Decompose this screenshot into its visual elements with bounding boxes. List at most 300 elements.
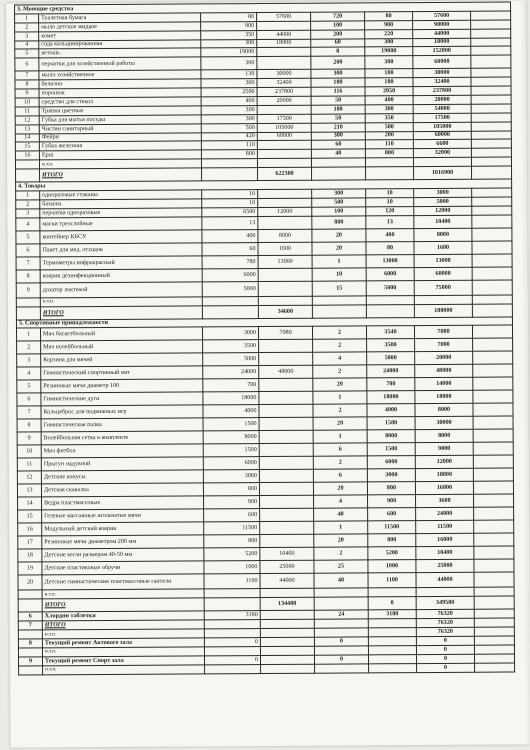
- total-sum: 30000: [415, 417, 473, 430]
- item-name: и.т.п.: [43, 665, 205, 675]
- blank-cell: [472, 228, 512, 241]
- section-planned-total: 134480: [260, 598, 314, 611]
- section-title: 5. Спортивные принадлежности: [16, 317, 512, 329]
- item-name: перчатки одноразовые: [40, 208, 202, 218]
- planned-sum: [260, 628, 314, 637]
- price: 1000: [368, 560, 416, 573]
- item-name: Корзина для мячей: [41, 353, 203, 367]
- blank-cell: [473, 377, 513, 390]
- blank-cell: [471, 122, 511, 131]
- total-sum: 25000: [416, 560, 474, 573]
- item-name: комет: [39, 31, 201, 41]
- row-number: 15: [18, 510, 42, 523]
- row-number: 16: [15, 151, 39, 160]
- blank-cell: [474, 654, 514, 663]
- quantity: 500: [312, 198, 366, 207]
- total-sum: 16000: [416, 534, 474, 547]
- total-sum: 44000: [416, 573, 474, 588]
- item-name: сода кальцинированная: [39, 39, 201, 49]
- row-number: [18, 648, 42, 657]
- total-sum: 18000: [415, 469, 473, 482]
- blank-cell: [473, 429, 513, 442]
- blank-cell: [472, 267, 512, 280]
- planned-sum: 18000: [257, 39, 311, 48]
- blank-cell: [474, 596, 514, 609]
- blank-cell: [473, 416, 513, 429]
- planned-sum: [259, 444, 313, 457]
- row-number: 6: [17, 393, 41, 406]
- total-sum: 7000: [415, 339, 473, 352]
- unit-price: 500: [201, 123, 257, 132]
- blank-cell: [471, 77, 511, 86]
- total-sum: 20000: [415, 352, 473, 365]
- planned-sum: [259, 392, 313, 405]
- blank-cell: [474, 636, 514, 645]
- section-total-label: ИТОГО: [40, 168, 202, 182]
- total-sum: 30000: [413, 69, 471, 78]
- blank-cell: [471, 20, 511, 29]
- blank-cell: [473, 364, 513, 377]
- unit-price: 60: [202, 242, 258, 255]
- planned-sum: 13000: [258, 255, 312, 268]
- row-number: [18, 630, 42, 639]
- price: 5000: [366, 280, 414, 295]
- blank-cell: [471, 104, 511, 113]
- blank-cell: [16, 169, 40, 182]
- unit-price: 0: [204, 655, 260, 664]
- blank-cell: [474, 507, 514, 520]
- total-sum: 8000: [415, 404, 473, 417]
- price: 10: [366, 198, 414, 207]
- item-name: Гелевые массажные игольчатые мячи: [42, 509, 204, 523]
- row-number: 15: [15, 142, 39, 151]
- total-sum: 3600: [416, 495, 474, 508]
- quantity: [314, 628, 368, 637]
- price: 900: [368, 495, 416, 508]
- blank-cell: [18, 599, 42, 612]
- blank-cell: [202, 305, 258, 318]
- item-name: Мяч баскетбольный: [40, 327, 202, 341]
- planned-sum: 44000: [260, 574, 314, 589]
- planned-sum: 12000: [258, 207, 312, 216]
- planned-sum: 32400: [257, 78, 311, 87]
- quantity: 24: [314, 610, 368, 619]
- blank-cell: [204, 598, 260, 611]
- unit-price: 780: [202, 255, 258, 268]
- section-total-label: ИТОГО: [42, 598, 204, 612]
- planned-sum: [257, 48, 311, 57]
- item-name: бахилы: [40, 199, 202, 209]
- blank-cell: [473, 468, 513, 481]
- quantity: [314, 646, 368, 655]
- row-number: 4: [15, 40, 39, 49]
- quantity: 1: [313, 430, 367, 443]
- price: [368, 619, 416, 628]
- unit-price: 6000: [202, 268, 258, 281]
- blank-cell: [473, 481, 513, 494]
- item-name: Волейбольная сетка в комплекте: [41, 431, 203, 445]
- etc-label: и.т.п.: [42, 589, 204, 599]
- price: [368, 646, 416, 655]
- total-sum: 54000: [413, 104, 471, 113]
- price: 900: [365, 20, 413, 29]
- unit-price: 10: [202, 198, 258, 207]
- row-number: 14: [18, 497, 42, 510]
- total-sum: 9000: [415, 443, 473, 456]
- planned-sum: [260, 611, 314, 620]
- quantity: 2: [313, 365, 367, 378]
- price: [369, 663, 417, 672]
- blank-cell: [474, 533, 514, 546]
- quantity: 4: [313, 352, 367, 365]
- unit-price: 1500: [203, 444, 259, 457]
- item-name: коврик дезинфекционный: [40, 269, 202, 283]
- quantity: 25: [314, 560, 368, 573]
- unit-price: 350: [201, 30, 257, 39]
- blank-cell: [258, 296, 312, 305]
- price: 120: [366, 206, 414, 215]
- unit-price: 10: [202, 190, 258, 199]
- blank-cell: [471, 131, 511, 140]
- unit-price: [204, 620, 260, 629]
- item-name: Детские пластиковые обручи: [42, 561, 204, 575]
- row-number: 12: [15, 116, 39, 125]
- item-name: и.т.п.: [42, 629, 204, 639]
- unit-price: 400: [201, 97, 257, 106]
- quantity: 0: [314, 637, 368, 646]
- planned-sum: [258, 189, 312, 198]
- row-number: 7: [16, 257, 40, 270]
- blank-cell: [472, 166, 512, 179]
- blank-cell: [472, 197, 512, 206]
- blank-cell: [474, 587, 514, 596]
- planned-sum: [258, 268, 312, 281]
- unit-price: 19000: [201, 48, 257, 57]
- blank-cell: [474, 645, 514, 654]
- blank-cell: [314, 597, 368, 610]
- unit-price: 4000: [203, 405, 259, 418]
- blank-cell: [474, 627, 514, 636]
- unit-price: 800: [204, 535, 260, 548]
- price: 6000: [367, 456, 415, 469]
- blank-cell: [472, 241, 512, 254]
- section-price-total: [366, 304, 414, 317]
- unit-price: 2500: [201, 88, 257, 97]
- blank-cell: [413, 157, 471, 166]
- blank-cell: [365, 158, 413, 167]
- blank-cell: [15, 160, 39, 169]
- total-sum: 44000: [413, 29, 471, 38]
- blank-cell: [474, 559, 514, 572]
- quantity: 20: [313, 417, 367, 430]
- price: 80: [366, 241, 414, 254]
- unit-price: 900: [201, 21, 257, 30]
- etc-label: и.т.п.: [39, 159, 201, 169]
- planned-sum: [260, 655, 314, 664]
- unit-price: 300: [201, 39, 257, 48]
- total-sum: 76320: [416, 610, 474, 619]
- unit-price: [205, 664, 261, 673]
- quantity: 20: [314, 534, 368, 547]
- blank-cell: [257, 158, 311, 167]
- unit-price: 13: [202, 216, 258, 229]
- unit-price: 6000: [203, 457, 259, 470]
- planned-sum: [260, 496, 314, 509]
- row-number: 2: [16, 200, 40, 209]
- total-sum: 152000: [413, 47, 471, 56]
- blank-cell: [260, 589, 314, 598]
- quantity: 10: [312, 268, 366, 281]
- price: 800: [368, 534, 416, 547]
- row-number: 1: [16, 191, 40, 200]
- blank-cell: [471, 113, 511, 122]
- unit-price: 700: [203, 379, 259, 392]
- blank-cell: [472, 325, 512, 338]
- planned-sum: [258, 198, 312, 207]
- total-sum: 76320: [416, 619, 474, 628]
- section-title: 4. Товары: [16, 179, 512, 191]
- planned-sum: 30000: [257, 70, 311, 79]
- total-sum: 0: [417, 663, 475, 672]
- quantity: 210: [311, 123, 365, 132]
- item-name: Гимнастический спортивный мат: [41, 366, 203, 380]
- row-number: 6: [16, 244, 40, 257]
- blank-cell: [366, 295, 414, 304]
- quantity: [314, 619, 368, 628]
- item-name: Губка для мытья посуды: [39, 115, 201, 125]
- section-grand-total: 188000: [414, 304, 472, 317]
- section-grand-total: 1016900: [414, 166, 472, 179]
- section-planned-total: 34600: [258, 305, 312, 318]
- quantity: 20: [313, 482, 367, 495]
- item-name: ветошь: [39, 48, 201, 58]
- planned-sum: 105000: [257, 123, 311, 132]
- price: 4000: [367, 404, 415, 417]
- item-name: белизна: [39, 79, 201, 89]
- planned-sum: 7080: [258, 327, 312, 340]
- blank-cell: [473, 442, 513, 455]
- planned-sum: [259, 405, 313, 418]
- blank-cell: [471, 38, 511, 47]
- row-number: 10: [15, 98, 39, 107]
- blank-cell: [474, 609, 514, 618]
- unit-price: 420: [201, 132, 257, 141]
- blank-cell: [474, 520, 514, 533]
- quantity: 720: [311, 12, 365, 21]
- planned-sum: 8000: [258, 229, 312, 242]
- row-number: 13: [17, 484, 41, 497]
- item-name: средство для стекол: [39, 97, 201, 107]
- row-number: 4: [16, 218, 40, 231]
- item-name: Детские конусы: [41, 470, 203, 484]
- quantity: 2: [313, 456, 367, 469]
- page-edge-shadow: [520, 0, 530, 744]
- quantity: 50: [311, 96, 365, 105]
- unit-price: 3000: [203, 470, 259, 483]
- blank-cell: [368, 588, 416, 597]
- price: 8000: [367, 430, 415, 443]
- item-name: ИТОГО: [42, 620, 204, 630]
- row-number: 3: [16, 209, 40, 218]
- section-total-label: ИТОГО: [40, 305, 202, 319]
- item-name: Туалетная бумага: [39, 13, 201, 23]
- price: 220: [365, 29, 413, 38]
- planned-sum: 237800: [257, 87, 311, 96]
- total-sum: 105000: [413, 122, 471, 131]
- planned-sum: 20000: [257, 96, 311, 105]
- unit-price: [204, 629, 260, 638]
- total-sum: 24000: [416, 508, 474, 521]
- unit-price: 0: [204, 638, 260, 647]
- item-name: Детские гимнастические пластмассовые гантели: [42, 574, 204, 590]
- quantity: 180: [311, 105, 365, 114]
- total-sum: 18000: [415, 391, 473, 404]
- blank-cell: [471, 11, 511, 20]
- quantity: 4: [314, 495, 368, 508]
- row-number: 10: [17, 445, 41, 458]
- blank-cell: [471, 55, 511, 68]
- unit-price: 18000: [203, 392, 259, 405]
- price: 1100: [368, 573, 416, 588]
- price: 3000: [367, 469, 415, 482]
- planned-sum: 48000: [259, 366, 313, 379]
- quantity: 100: [312, 207, 366, 216]
- price: 2050: [365, 87, 413, 96]
- unit-price: 1500: [203, 418, 259, 431]
- unit-price: 300: [201, 79, 257, 88]
- item-name: мыло хозяйственное: [39, 70, 201, 80]
- row-number: 8: [16, 270, 40, 283]
- item-name: маски трехслойные: [40, 217, 202, 231]
- budget-table: [14, 2, 515, 676]
- planned-sum: [260, 535, 314, 548]
- row-number: 8: [18, 639, 42, 648]
- blank-cell: [473, 403, 513, 416]
- row-number: 9: [18, 657, 42, 666]
- item-name: мыло детское жидкое: [39, 22, 201, 32]
- price: 13: [366, 215, 414, 228]
- unit-price: 24000: [203, 366, 259, 379]
- price: 300: [365, 105, 413, 114]
- planned-sum: 1600: [258, 242, 312, 255]
- item-name: Резиновые мячи диаметр 100: [41, 379, 203, 393]
- row-number: 8: [17, 419, 41, 432]
- total-sum: 76320: [416, 627, 474, 636]
- table-row: [19, 663, 515, 675]
- price: 500: [365, 122, 413, 131]
- blank-cell: [474, 618, 514, 627]
- blank-cell: [16, 306, 40, 319]
- blank-cell: [474, 494, 514, 507]
- blank-cell: [473, 390, 513, 403]
- row-number: 13: [15, 125, 39, 134]
- quantity: 40: [311, 149, 365, 158]
- row-number: 3: [17, 354, 41, 367]
- unit-price: 800: [203, 483, 259, 496]
- blank-cell: [472, 254, 512, 267]
- row-number: 9: [16, 283, 40, 298]
- quantity: 100: [311, 21, 365, 30]
- row-number: 7: [17, 406, 41, 419]
- blank-cell: [472, 304, 512, 317]
- row-number: 12: [17, 471, 41, 484]
- total-sum: 0: [416, 645, 474, 654]
- unit-price: 3180: [204, 611, 260, 620]
- blank-cell: [314, 588, 368, 597]
- price: 110: [365, 140, 413, 149]
- planned-sum: [257, 21, 311, 30]
- planned-sum: [257, 141, 311, 150]
- item-name: Детская скакалка: [41, 483, 203, 497]
- quantity: 1: [313, 391, 367, 404]
- item-name: Губка железная: [39, 141, 201, 151]
- unit-price: 110: [201, 141, 257, 150]
- planned-sum: [259, 483, 313, 496]
- price: 3180: [368, 610, 416, 619]
- quantity: 2: [313, 339, 367, 352]
- quantity: 116: [311, 87, 365, 96]
- price: 1500: [367, 417, 415, 430]
- total-sum: 5000: [414, 197, 472, 206]
- planned-sum: [259, 353, 313, 366]
- blank-cell: [16, 298, 40, 307]
- quantity: 200: [311, 30, 365, 39]
- quantity: 60: [311, 38, 365, 47]
- unit-price: 300: [201, 114, 257, 123]
- unit-price: 11500: [204, 522, 260, 535]
- price: 11500: [368, 521, 416, 534]
- item-name: Кольцеброс для подвижных игр: [41, 405, 203, 419]
- quantity: 200: [311, 56, 365, 69]
- item-name: Тряпки цветные: [39, 106, 201, 116]
- quantity: 180: [311, 78, 365, 87]
- row-number: 20: [18, 575, 42, 590]
- price: 100: [365, 69, 413, 78]
- total-sum: 32400: [413, 77, 471, 86]
- item-name: Пакет для мед. отходов: [40, 243, 202, 257]
- total-sum: 3000: [414, 188, 472, 197]
- blank-cell: [312, 167, 366, 180]
- unit-price: 5000: [202, 281, 258, 296]
- total-sum: 1600: [414, 241, 472, 254]
- price: 400: [365, 96, 413, 105]
- unit-price: 1000: [204, 561, 260, 574]
- planned-sum: 10400: [260, 548, 314, 561]
- planned-sum: 17500: [257, 114, 311, 123]
- planned-sum: [259, 418, 313, 431]
- quantity: 300: [311, 69, 365, 78]
- item-name: Гимнастические дуги: [41, 392, 203, 406]
- planned-sum: [257, 57, 311, 70]
- quantity: 50: [311, 114, 365, 123]
- row-number: 3: [15, 32, 39, 41]
- blank-cell: [471, 157, 511, 166]
- row-number: 7: [15, 71, 39, 80]
- item-name: Резиновые мячи диаметром 200 мм: [42, 535, 204, 549]
- total-sum: 60000: [413, 131, 471, 140]
- total-sum: 10400: [414, 215, 472, 228]
- total-sum: 12000: [414, 206, 472, 215]
- section-grand-total: 349580: [416, 597, 474, 610]
- quantity: 300: [312, 189, 366, 198]
- blank-cell: [471, 29, 511, 38]
- quantity: [315, 664, 369, 673]
- quantity: 60: [311, 140, 365, 149]
- blank-cell: [471, 95, 511, 104]
- blank-cell: [202, 296, 258, 305]
- item-name: Ведра пластмассовые: [42, 496, 204, 510]
- quantity: 2: [312, 326, 366, 339]
